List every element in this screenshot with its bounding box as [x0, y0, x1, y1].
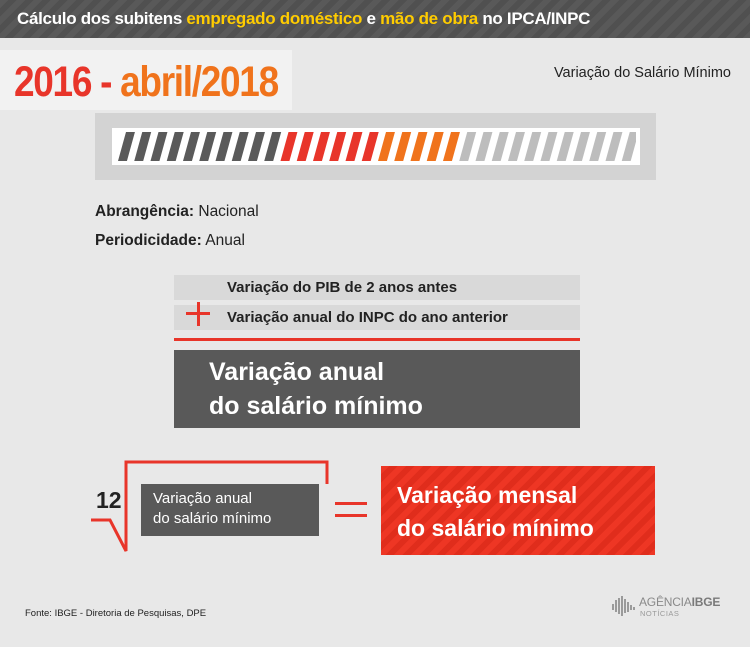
progress-segment: [476, 132, 493, 161]
progress-segment: [216, 132, 233, 161]
progress-segment: [394, 132, 411, 161]
progress-segment: [606, 132, 623, 161]
progress-segment: [411, 132, 428, 161]
progress-segment: [378, 132, 395, 161]
formula-term-1: [174, 275, 580, 300]
progress-segment: [183, 132, 200, 161]
header-text-3: no IPCA/INPC: [477, 9, 591, 28]
term-2-label: Variação anual do INPC do ano anterior: [227, 309, 508, 326]
header-bar: [0, 0, 750, 38]
progress-segment: [134, 132, 151, 161]
progress-segment: [167, 132, 184, 161]
progress-segment: [232, 132, 249, 161]
progress-segment: [281, 132, 298, 161]
result-box: [174, 350, 580, 428]
radicand-line-2: do salário mínimo: [153, 510, 272, 527]
header-highlight-2: mão de obra: [380, 9, 478, 28]
progress-segment: [362, 132, 379, 161]
term-1-label: Variação do PIB de 2 anos antes: [227, 279, 458, 296]
root-index: 12: [96, 487, 122, 513]
monthly-line-2: do salário mínimo: [397, 515, 594, 541]
progress-segment: [151, 132, 168, 161]
logo-text: [639, 595, 720, 609]
progress-segment: [541, 132, 558, 161]
progress-segment: [508, 132, 525, 161]
periodicidade-label: Periodicidade:: [95, 232, 202, 249]
progress-segment: [297, 132, 314, 161]
progress-segment: [329, 132, 346, 161]
plus-icon: [186, 302, 210, 326]
subtitle: Variação do Salário Mínimo: [553, 65, 731, 81]
progress-segment: [557, 132, 574, 161]
logo-subtext: NOTÍCIAS: [640, 609, 680, 618]
logo-text-agencia: AGÊNCIA: [639, 595, 692, 609]
period-box: [0, 50, 292, 110]
header-title: [17, 9, 590, 29]
monthly-line-1: Variação mensal: [397, 482, 578, 508]
progress-segment: [248, 132, 265, 161]
formula-term-2: [174, 305, 580, 330]
abrangencia-label: Abrangência:: [95, 203, 195, 220]
progress-stripes: [116, 132, 636, 161]
result-line-1: Variação anual: [209, 358, 385, 386]
radicand-box: [141, 484, 319, 536]
monthly-box: [381, 466, 655, 555]
progress-segment: [622, 132, 636, 161]
progress-segment: [118, 132, 135, 161]
progress-segment: [524, 132, 541, 161]
progress-segment: [199, 132, 216, 161]
sum-line: [174, 338, 580, 341]
progress-segment: [492, 132, 509, 161]
progress-segment: [264, 132, 281, 161]
header-text-1: Cálculo dos subitens: [17, 9, 187, 28]
progress-segment: [459, 132, 476, 161]
abrangencia-value: Nacional: [194, 203, 259, 220]
period-dash: -: [91, 58, 121, 106]
equals-icon: [335, 502, 367, 518]
progress-segment: [573, 132, 590, 161]
period-title: [14, 58, 278, 107]
progress-bar: [112, 128, 640, 165]
progress-segment: [427, 132, 444, 161]
periodicidade-value: Anual: [201, 232, 245, 249]
result-line-2: do salário mínimo: [209, 392, 423, 420]
source-note: Fonte: IBGE - Diretoria de Pesquisas, DPE: [25, 608, 207, 619]
progress-segment: [313, 132, 330, 161]
header-text-2: e: [362, 9, 381, 28]
header-highlight-1: empregado doméstico: [186, 9, 363, 28]
period-start: 2016: [14, 58, 92, 106]
progress-segment: [346, 132, 363, 161]
agencia-ibge-logo: [612, 593, 732, 623]
meta-abrangencia: [95, 203, 259, 221]
ibge-mark-icon: [612, 596, 636, 616]
progress-segment: [589, 132, 606, 161]
meta-periodicidade: [95, 232, 245, 250]
progress-segment: [443, 132, 460, 161]
period-end: abril/2018: [120, 58, 278, 106]
logo-text-ibge: IBGE: [691, 595, 721, 609]
radicand-line-1: Variação anual: [153, 490, 252, 507]
